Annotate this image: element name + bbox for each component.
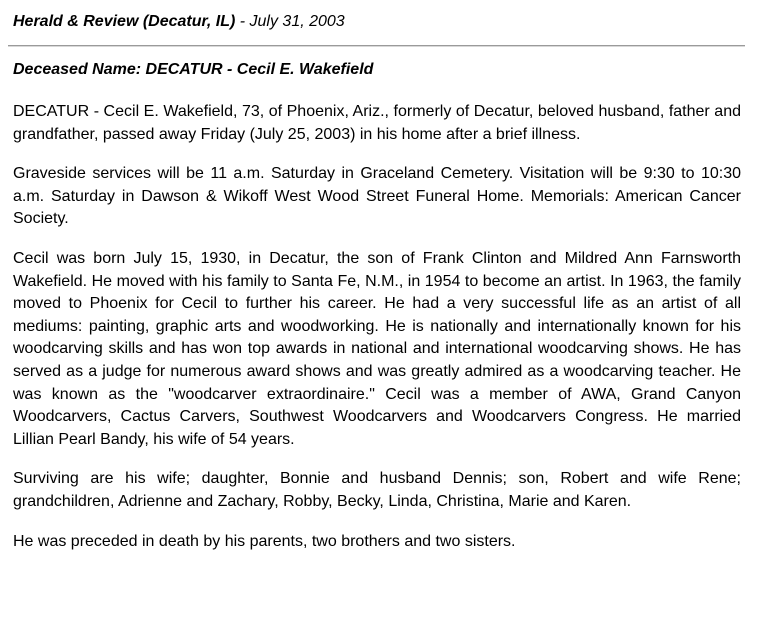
newspaper-source: Herald & Review (Decatur, IL) <box>13 13 236 30</box>
paragraph-survivors: Surviving are his wife; daughter, Bonnie and husband Dennis; son, Robert and wife Rene; grandchildren, Adrienne and Zachary, Robby, Becky, Linda, Christina, Marie and Karen. <box>13 470 741 510</box>
publication-date: July 31, 2003 <box>249 13 345 30</box>
header-separator: - <box>235 13 250 30</box>
paragraph-intro: DECATUR - Cecil E. Wakefield, 73, of Phoenix, Ariz., formerly of Decatur, beloved husband, father and grandfather, passed away Friday (July 25, 2003) in his home after a brief illness. <box>13 103 741 143</box>
document-header <box>13 13 345 31</box>
obituary-body <box>13 101 741 570</box>
header-divider <box>8 45 745 47</box>
deceased-name-heading: Deceased Name: DECATUR - Cecil E. Wakefield <box>13 61 374 78</box>
paragraph-preceded: He was preceded in death by his parents, two brothers and two sisters. <box>13 532 516 550</box>
paragraph-biography: Cecil was born July 15, 1930, in Decatur, the son of Frank Clinton and Mildred Ann Farnsworth Wakefield. He moved with his family to Santa Fe, N.M., in 1954 to become an artist. In 1963, the family moved to Phoenix for Cecil to further his career. He had a very successful life as an artist of all mediums: painting, graphic arts and woodworking. He is nationally and internationally known for his woodcarving skills and has won top awards in national and international woodcarving shows. He has served as a judge for numerous award shows and was greatly admired as a woodcarving teacher. He was known as the "woodcarver extraordinaire." Cecil was a member of AWA, Grand Canyon Woodcarvers, Cactus Carvers, Southwest Woodcarvers and Woodcarvers Congress. He married Lillian Pearl Bandy, his wife of 54 years. <box>13 249 741 448</box>
paragraph-services: Graveside services will be 11 a.m. Saturday in Graceland Cemetery. Visitation will be 9:30 to 10:30 a.m. Saturday in Dawson & Wikoff West Wood Street Funeral Home. Memorials: American Cancer Society. <box>13 165 741 228</box>
